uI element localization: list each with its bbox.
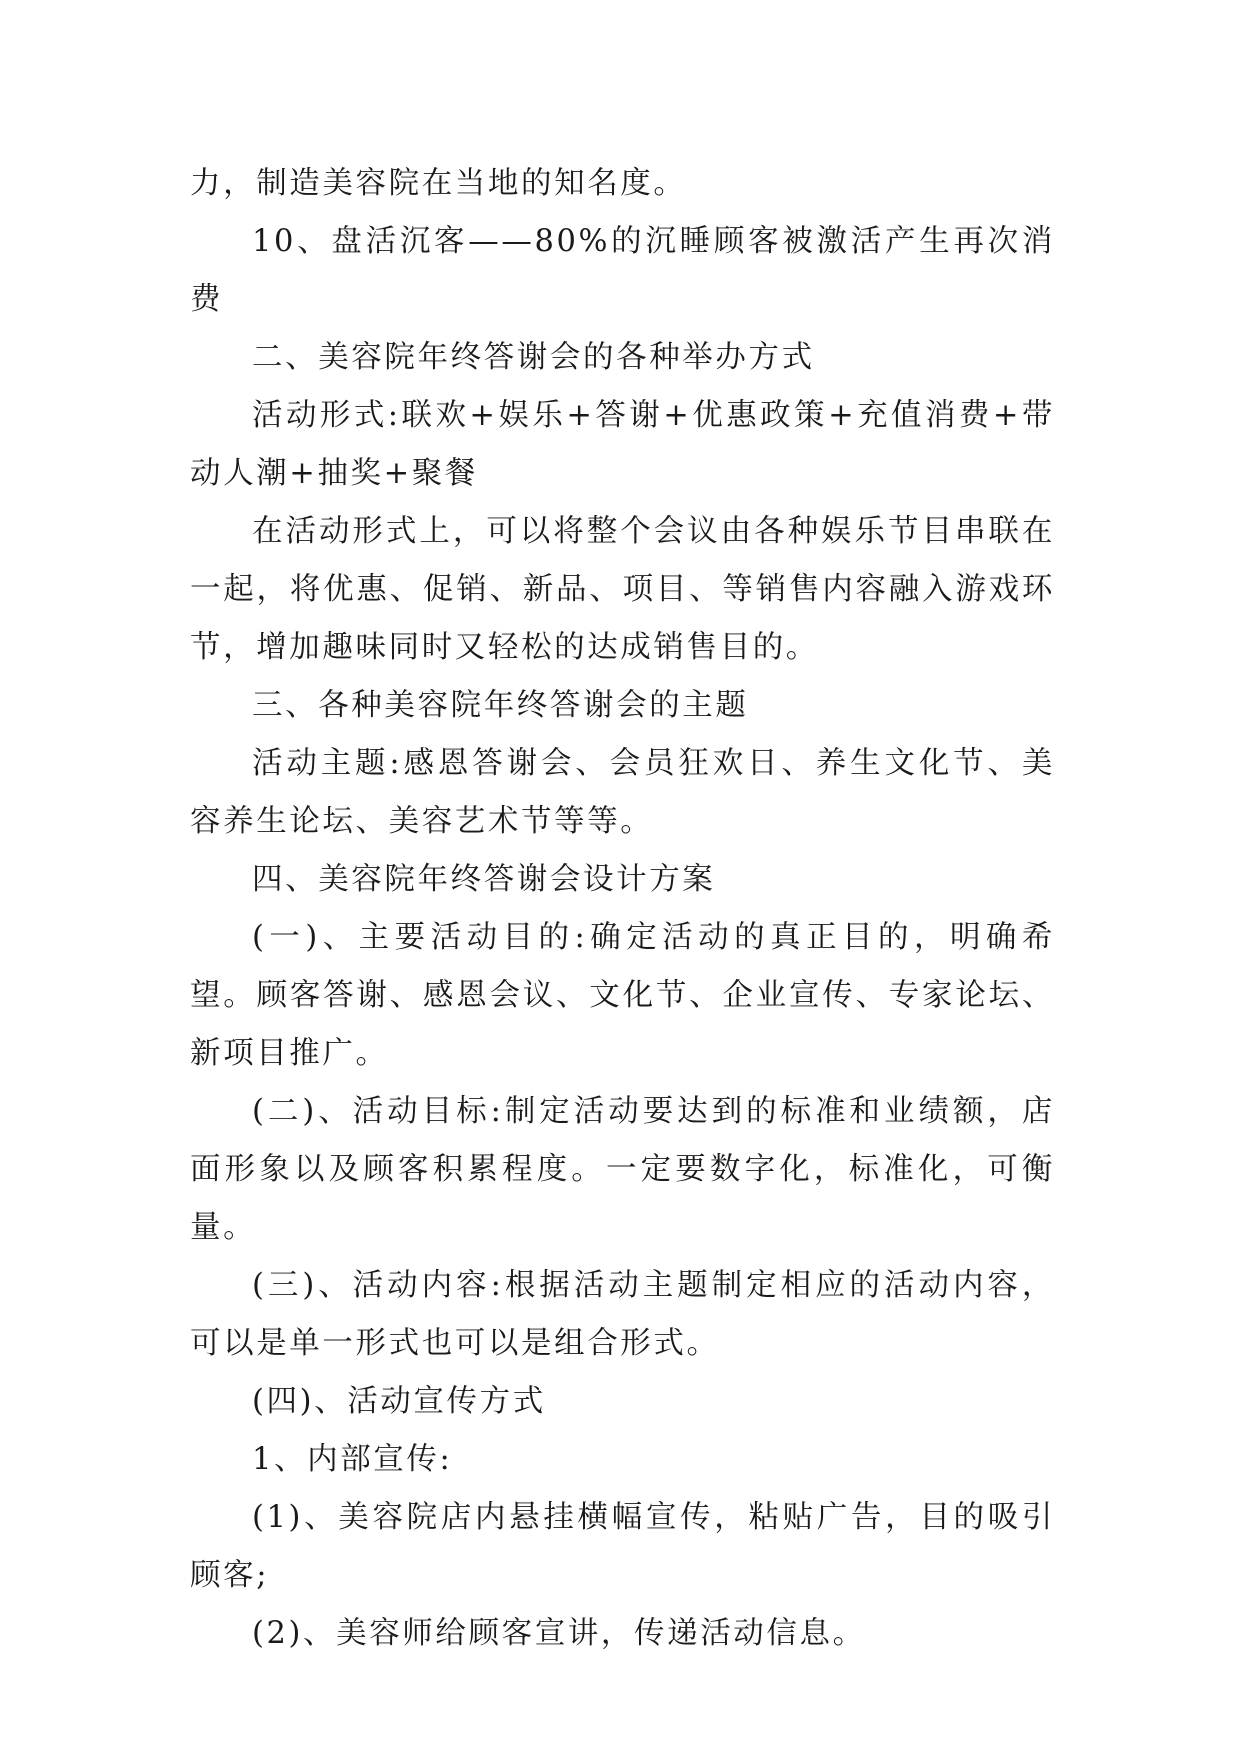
paragraph-item-10: 10、盘活沉客——80%的沉睡顾客被激活产生再次消费 xyxy=(190,224,1055,317)
list-item-2: (2)、美容师给顾客宣讲，传递活动信息。 xyxy=(252,1616,866,1651)
paragraph-activity-theme: 活动主题:感恩答谢会、会员狂欢日、养生文化节、美容养生论坛、美容艺术节等等。 xyxy=(190,746,1055,839)
section-heading-4: 四、美容院年终答谢会设计方案 xyxy=(252,862,716,897)
paragraph-format-description: 在活动形式上，可以将整个会议由各种娱乐节目串联在一起，将优惠、促销、新品、项目、等销售内容融入游戏环节，增加趣味同时又轻松的达成销售目的。 xyxy=(190,514,1055,665)
section-heading-3: 三、各种美容院年终答谢会的主题 xyxy=(252,688,749,723)
subheading-internal-promotion: 1、内部宣传: xyxy=(252,1442,453,1477)
document-page xyxy=(190,155,1055,1663)
section-heading-2: 二、美容院年终答谢会的各种举办方式 xyxy=(252,340,815,375)
paragraph-continuation: 力，制造美容院在当地的知名度。 xyxy=(190,166,687,201)
paragraph-goals: (二)、活动目标:制定活动要达到的标准和业绩额，店面形象以及顾客积累程度。一定要数字化，标准化，可衡量。 xyxy=(190,1094,1055,1245)
paragraph-activity-format: 活动形式:联欢+娱乐+答谢+优惠政策+充值消费+带动人潮+抽奖+聚餐 xyxy=(190,398,1055,491)
list-item-1: (1)、美容院店内悬挂横幅宣传，粘贴广告，目的吸引顾客; xyxy=(190,1500,1055,1593)
subheading-promotion: (四)、活动宣传方式 xyxy=(252,1384,546,1419)
paragraph-content: (三)、活动内容:根据活动主题制定相应的活动内容，可以是单一形式也可以是组合形式。 xyxy=(190,1268,1055,1361)
paragraph-purpose: (一)、主要活动目的:确定活动的真正目的，明确希望。顾客答谢、感恩会议、文化节、企业宣传、专家论坛、新项目推广。 xyxy=(190,920,1055,1071)
